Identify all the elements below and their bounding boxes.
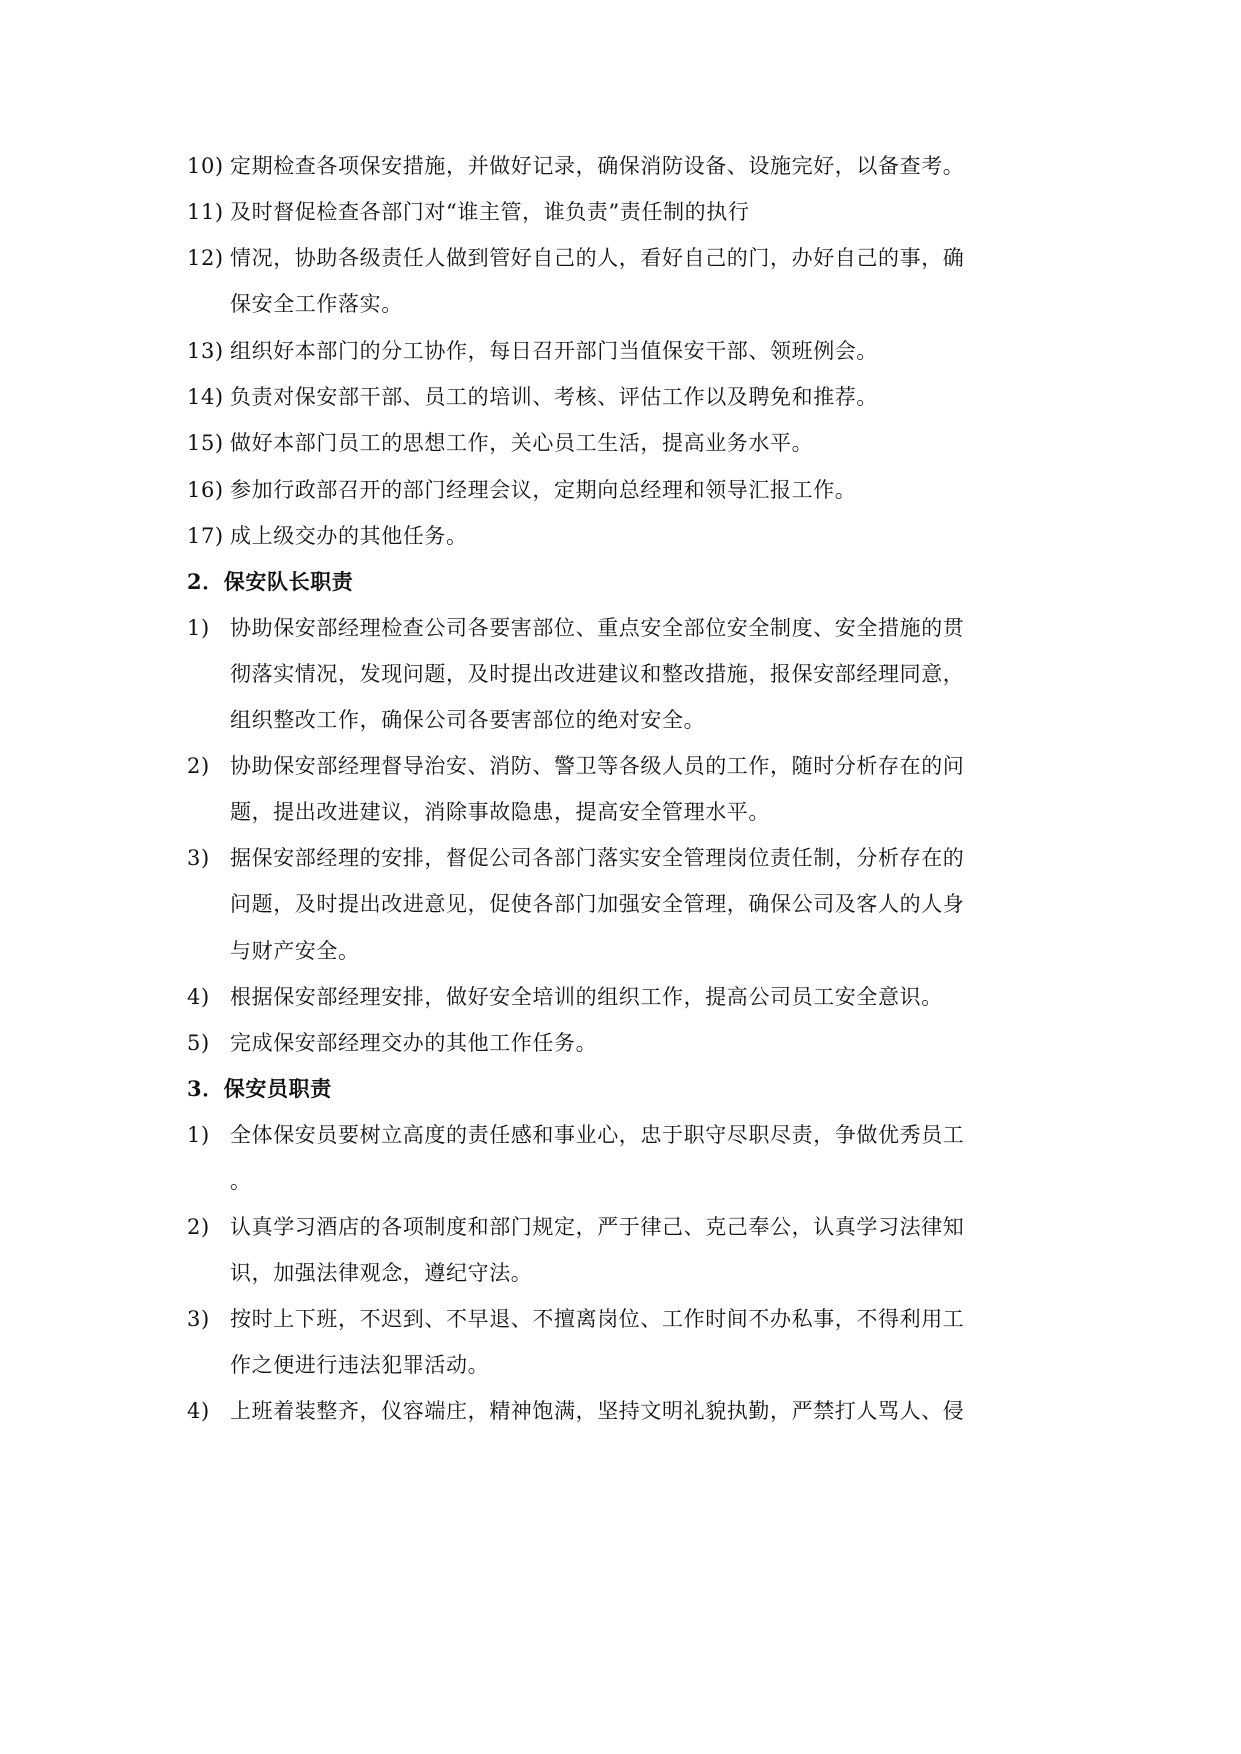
item-number: 11)	[187, 200, 224, 224]
item-text: 根据保安部经理安排，做好安全培训的组织工作，提高公司员工安全意识。	[230, 985, 943, 1009]
item-text: 做好本部门员工的思想工作，关心员工生活，提高业务水平。	[230, 431, 814, 455]
item-text: 问题，及时提出改进意见，促使各部门加强安全管理，确保公司及客人的人身	[230, 892, 965, 916]
item-number: 5)	[187, 1031, 210, 1055]
item-number: 1)	[187, 616, 210, 640]
item-text: 情况，协助各级责任人做到管好自己的人，看好自己的门，办好自己的事，确	[230, 246, 965, 270]
item-text: 上班着装整齐，仪容端庄，精神饱满，坚持文明礼貌执勤，严禁打人骂人、侵	[230, 1399, 965, 1423]
item-number: 10)	[187, 154, 224, 178]
item-text: 全体保安员要树立高度的责任感和事业心，忠于职守尽职尽责，争做优秀员工	[230, 1123, 965, 1147]
item-text: 参加行政部召开的部门经理会议，定期向总经理和领导汇报工作。	[230, 478, 857, 502]
item-number: 14)	[187, 385, 224, 409]
item-text: 作之便进行违法犯罪活动。	[230, 1353, 490, 1377]
item-text: 协助保安部经理督导治安、消防、警卫等各级人员的工作，随时分析存在的问	[230, 754, 965, 778]
item-text: 据保安部经理的安排，督促公司各部门落实安全管理岗位责任制，分析存在的	[230, 846, 965, 870]
item-number: 16)	[187, 478, 224, 502]
item-number: 4)	[187, 1399, 210, 1423]
item-number: 3)	[187, 846, 210, 870]
item-text: 组织好本部门的分工协作，每日召开部门当值保安干部、领班例会。	[230, 339, 878, 363]
item-number: 15)	[187, 431, 224, 455]
item-number: 2)	[187, 754, 210, 778]
item-number: 17)	[187, 524, 224, 548]
item-text: 成上级交办的其他任务。	[230, 524, 468, 548]
item-number: 4)	[187, 985, 210, 1009]
item-number: 2)	[187, 1215, 210, 1239]
item-text: 保安全工作落实。	[230, 292, 403, 316]
item-text: 协助保安部经理检查公司各要害部位、重点安全部位安全制度、安全措施的贯	[230, 616, 965, 640]
item-text: 与财产安全。	[230, 939, 360, 963]
item-text: 识，加强法律观念，遵纪守法。	[230, 1261, 533, 1285]
section-heading: 3．保安员职责	[187, 1076, 332, 1101]
item-text: 认真学习酒店的各项制度和部门规定，严于律己、克己奉公，认真学习法律知	[230, 1215, 965, 1239]
item-number: 1)	[187, 1123, 210, 1147]
item-number: 13)	[187, 339, 224, 363]
item-text: 及时督促检查各部门对“谁主管，谁负责”责任制的执行	[230, 200, 750, 224]
item-number: 12)	[187, 246, 224, 270]
item-number: 3)	[187, 1307, 210, 1331]
item-text: 组织整改工作，确保公司各要害部位的绝对安全。	[230, 708, 706, 732]
item-text: 负责对保安部干部、员工的培训、考核、评估工作以及聘免和推荐。	[230, 385, 878, 409]
section-heading: 2．保安队长职责	[187, 569, 354, 594]
item-text: 彻落实情况，发现问题，及时提出改进建议和整改措施，报保安部经理同意，	[230, 662, 965, 686]
item-text: 完成保安部经理交办的其他工作任务。	[230, 1031, 598, 1055]
item-text: 题，提出改进建议，消除事故隐患，提高安全管理水平。	[230, 800, 770, 824]
item-text: 。	[230, 1169, 252, 1193]
item-text: 按时上下班，不迟到、不早退、不擅离岗位、工作时间不办私事，不得利用工	[230, 1307, 965, 1331]
item-text: 定期检查各项保安措施，并做好记录，确保消防设备、设施完好，以备查考。	[230, 154, 965, 178]
